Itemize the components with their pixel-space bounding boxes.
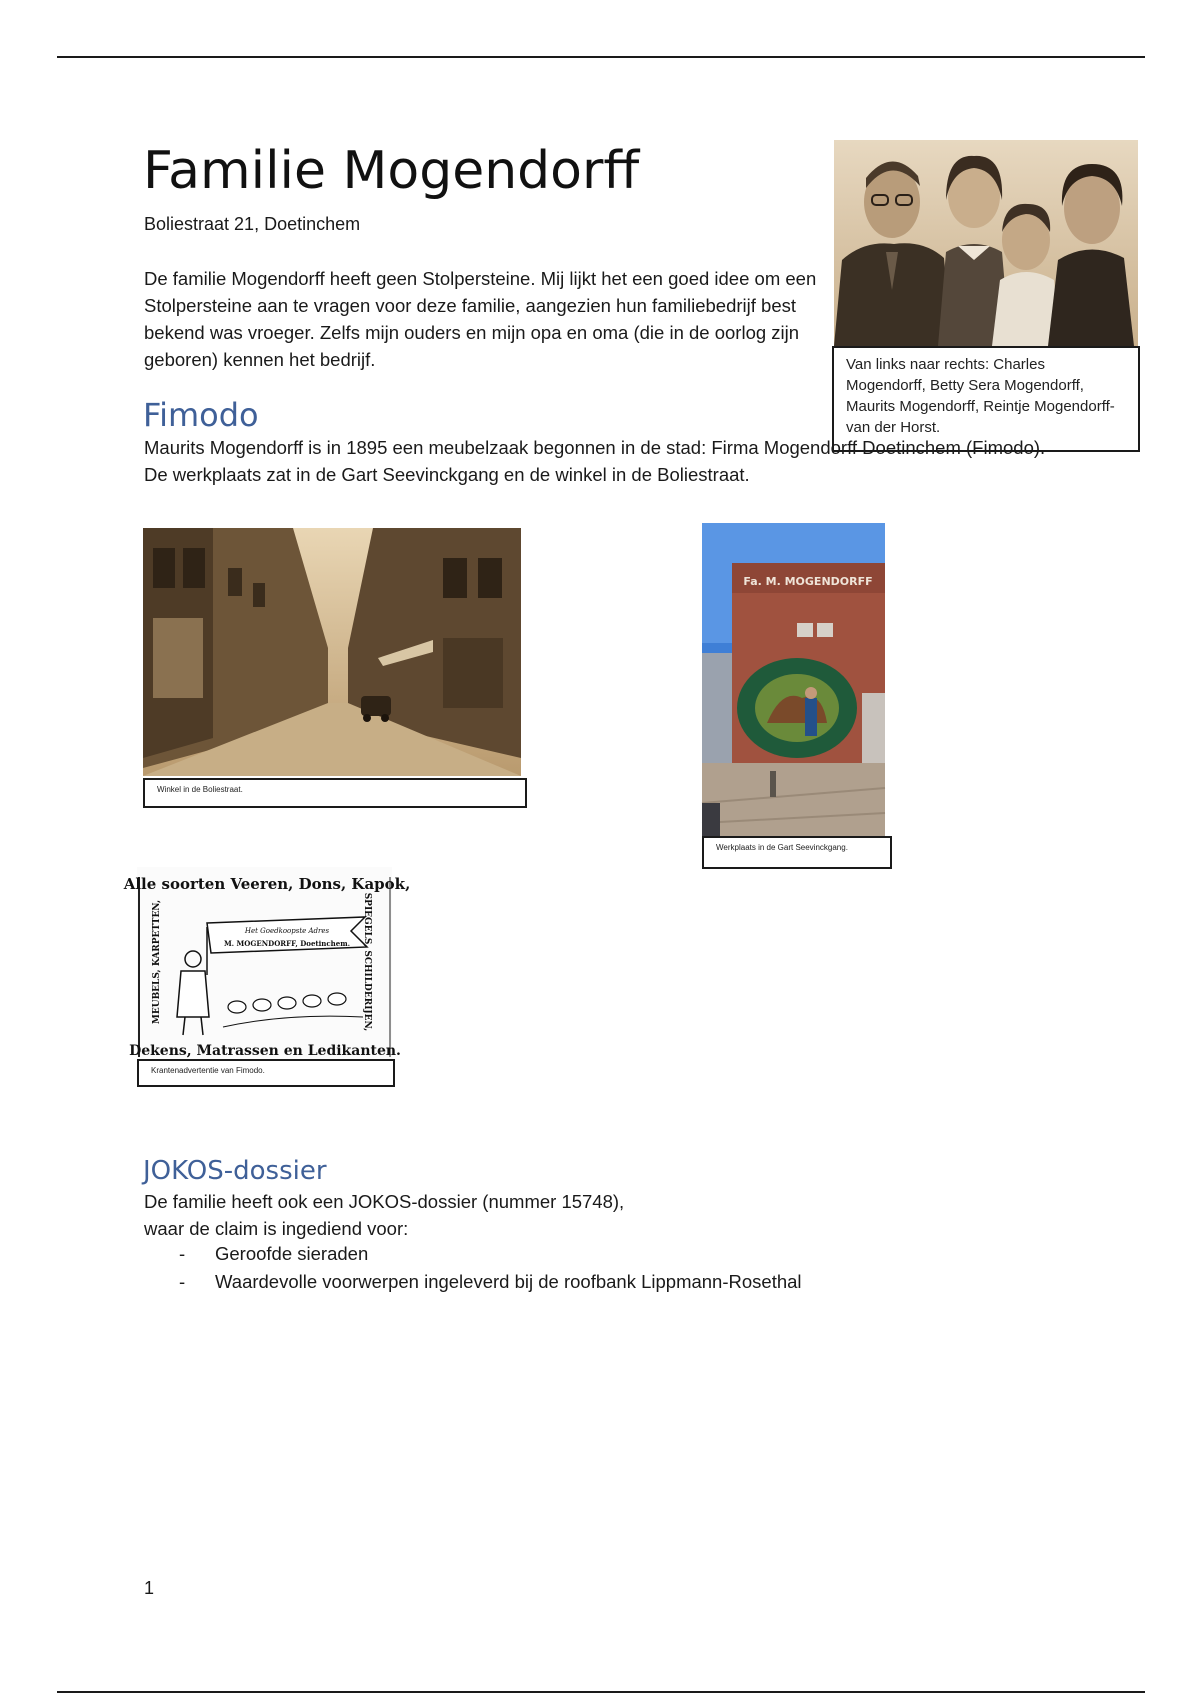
footer-rule [57,1691,1145,1693]
workshop-photo [702,523,885,836]
jokos-paragraph [144,1188,844,1242]
newspaper-ad-caption-text: Krantenadvertentie van Fimodo. [151,1066,265,1075]
newspaper-ad-image [123,867,411,1059]
ad-banner-line-1: Het Goedkoopste Adres [244,927,330,935]
boliestraat-caption [143,778,527,808]
ad-right-side: SPIEGELS, SCHILDERIJEN, [362,892,372,1032]
list-item [175,1268,802,1296]
ad-left-side: MEUBELS, KARPETTEN, [152,899,162,1025]
family-portrait-image [834,140,1138,346]
jokos-text-line-2: waar de claim is ingediend voor: [144,1218,409,1239]
address-line: Boliestraat 21, Doetinchem [144,214,361,234]
page-title: Familie Mogendorff [143,141,640,201]
boliestraat-caption-text: Winkel in de Boliestraat. [157,785,243,794]
workshop-caption [702,836,892,869]
fimodo-paragraph: Maurits Mogendorff is in 1895 een meubelzaak begonnen in de stad: Firma Mogendorff Doetinchem (Fimodo). De werkplaats zat in de Gart Seevinckgang en de winkel in de Boliestraat. [144,437,1046,485]
workshop-facade-text: Fa. M. MOGENDORFF [743,575,873,588]
header-rule [57,56,1145,58]
boliestraat-photo [143,528,521,776]
family-portrait-photo [834,140,1138,346]
newspaper-ad-caption [137,1059,395,1087]
list-bullet: - [179,1243,186,1264]
boliestraat-street-image [143,528,521,776]
section-heading-fimodo: Fimodo [143,396,259,434]
newspaper-ad [123,867,411,1059]
list-item-text: Waardevolle voorwerpen ingeleverd bij de roofbank Lippmann-Rosethal [215,1271,802,1292]
list-bullet: - [179,1271,186,1292]
workshop-building-image [702,523,885,836]
page-number: 1 [144,1578,155,1598]
list-item [175,1240,802,1268]
jokos-text-line-1: De familie heeft ook een JOKOS-dossier (nummer 15748), [144,1191,625,1212]
ad-bottom-line: Dekens, Matrassen en Ledikanten. [129,1043,401,1059]
jokos-claim-list [175,1240,802,1296]
ad-banner-line-2: M. MOGENDORFF, Doetinchem. [223,939,351,948]
workshop-caption-text: Werkplaats in de Gart Seevinckgang. [716,843,848,852]
section-heading-jokos: JOKOS-dossier [143,1156,327,1186]
ad-top-line: Alle soorten Veeren, Dons, Kapok, [123,875,411,893]
family-portrait-caption-text: Van links naar rechts: Charles Mogendorff, Betty Sera Mogendorff, Maurits Mogendorff, Reintje Mogendorff-van der Horst. [846,356,1115,436]
intro-paragraph: De familie Mogendorff heeft geen Stolpersteine. Mij lijkt het een goed idee om een Stolpersteine aan te vragen voor deze familie, aangezien hun familiebedrijf best bekend was vroeger. Zelfs mijn ouders en mijn opa en oma (die in de oorlog zijn geboren) kennen het bedrijf. [144,268,817,370]
list-item-text: Geroofde sieraden [215,1243,369,1264]
